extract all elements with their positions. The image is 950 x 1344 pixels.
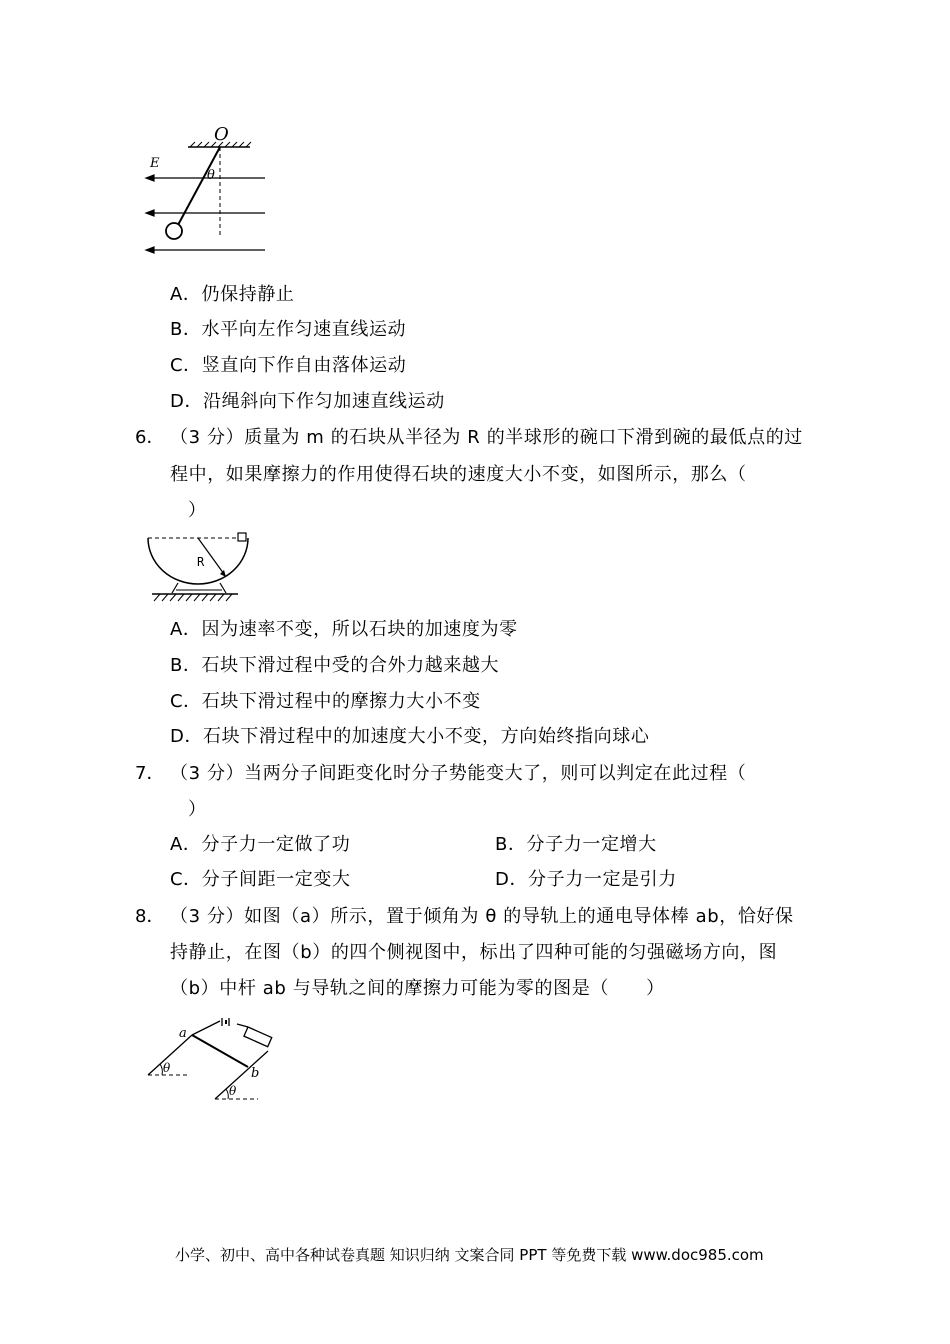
q6-option-b: B．石块下滑过程中受的合外力越来越大 (170, 655, 500, 676)
q6-stem-line1: （3 分）质量为 m 的石块从半径为 R 的半球形的碗口下滑到碗的最低点的过 (170, 427, 803, 448)
q7-stem-line1: （3 分）当两分子间距变化时分子势能变大了，则可以判定在此过程（ (170, 763, 747, 784)
figure-label-b: b (251, 1066, 260, 1081)
q8-stem-line1: （3 分）如图（a）所示，置于倾角为 θ 的导轨上的通电导体棒 ab，恰好保 (170, 906, 794, 927)
figure-label-theta: θ (207, 168, 215, 183)
q7-option-d: D．分子力一定是引力 (495, 869, 677, 890)
q6-stem-line2: 程中，如果摩擦力的作用使得石块的速度大小不变，如图所示，那么（ (170, 464, 747, 485)
q7-option-a: A．分子力一定做了功 (170, 834, 351, 855)
page-footer: 小学、初中、高中各种试卷真题 知识归纳 文案合同 PPT 等免费下载 www.doc985.com (175, 1246, 764, 1264)
q5-option-b: B．水平向左作匀速直线运动 (170, 319, 407, 340)
q7-number: 7． (135, 763, 165, 784)
q6-option-c: C．石块下滑过程中的摩擦力大小不变 (170, 691, 481, 712)
pendulum-field-figure (140, 125, 275, 260)
q5-option-c: C．竖直向下作自由落体运动 (170, 355, 407, 376)
q8-stem-line3: （b）中杆 ab 与导轨之间的摩擦力可能为零的图是（ ） (170, 978, 665, 999)
q6-option-d: D．石块下滑过程中的加速度大小不变，方向始终指向球心 (170, 726, 650, 747)
figure-label-r: R (197, 555, 205, 569)
q6-stem-line3: ） (188, 500, 207, 521)
q8-number: 8． (135, 906, 165, 927)
q5-option-d: D．沿绳斜向下作匀加速直线运动 (170, 391, 445, 412)
q6-option-a: A．因为速率不变，所以石块的加速度为零 (170, 619, 518, 640)
q8-stem-line2: 持静止，在图（b）的四个侧视图中，标出了四种可能的匀强磁场方向，图 (170, 942, 778, 963)
figure-label-e: E (150, 156, 160, 171)
q7-option-c: C．分子间距一定变大 (170, 869, 351, 890)
q7-stem-line2: ） (188, 799, 207, 820)
q7-option-b: B．分子力一定增大 (495, 834, 657, 855)
figure-label-theta-left: θ (163, 1061, 171, 1075)
figure-label-a: a (179, 1026, 187, 1041)
figure-label-o: O (214, 124, 229, 145)
inclined-rails-figure (140, 1015, 280, 1100)
q6-number: 6． (135, 427, 165, 448)
q5-option-a: A．仍保持静止 (170, 284, 295, 305)
figure-label-theta-right: θ (229, 1084, 237, 1098)
